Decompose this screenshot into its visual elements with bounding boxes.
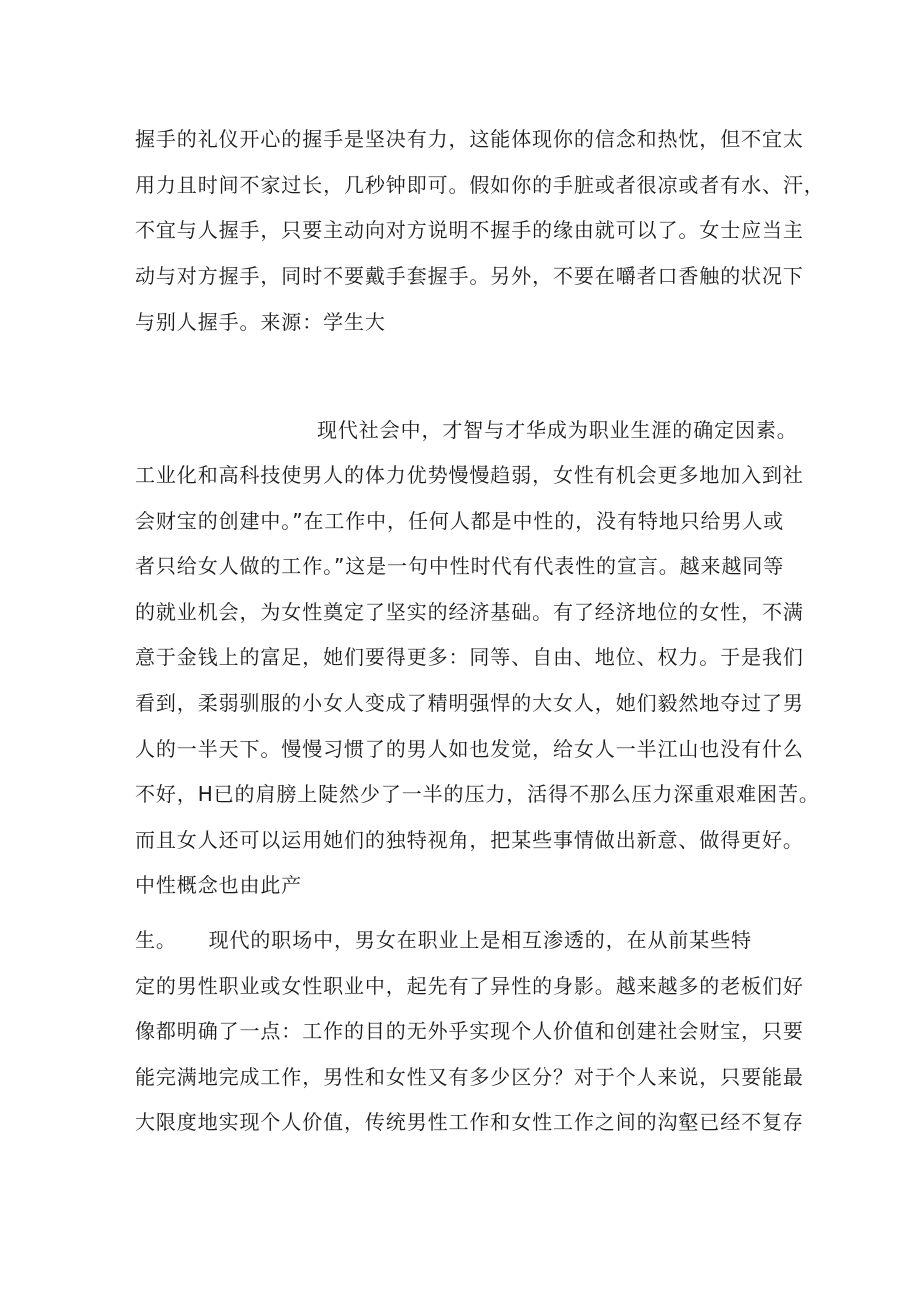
text-line: 工业化和高科技使男人的体力优势慢慢趋弱，女性有机会更多地加入到社 bbox=[135, 463, 804, 487]
text-line: 不宜与人握手，只要主动向对方说明不握手的缘由就可以了。女士应当主 bbox=[135, 218, 804, 242]
text-line: 者只给女人做的工作。”这是一句中性时代有代表性的宣言。越来越同等 bbox=[135, 554, 785, 578]
text-line: 看到，柔弱驯服的小女人变成了精明强悍的大女人，她们毅然地夺过了男 bbox=[135, 691, 804, 715]
text-line: 的就业机会，为女性奠定了坚实的经济基础。有了经济地位的女性，不满 bbox=[135, 600, 804, 624]
text-line: 人的一半天下。慢慢习惯了的男人如也发觉，给女人一半江山也没有什么 bbox=[135, 737, 804, 761]
text-line: 大限度地实现个人价值，传统男性工作和女性工作之间的沟壑已经不复存 bbox=[135, 1110, 804, 1134]
text-line: 中性概念也由此产 bbox=[135, 873, 303, 897]
text-line: 生。 现代的职场中，男女在职业上是相互渗透的，在从前某些特 bbox=[135, 928, 752, 952]
text-line: 像都明确了一点：工作的目的无外乎实现个人价值和创建社会财宝，只要 bbox=[135, 1019, 804, 1043]
text-line: 意于金钱上的富足，她们要得更多：同等、自由、地位、权力。于是我们 bbox=[135, 645, 804, 669]
text-line: 握手的礼仪开心的握手是坚决有力，这能体现你的信念和热忱，但不宜太 bbox=[135, 127, 804, 151]
text-line: 能完满地完成工作，男性和女性又有多少区分？对于个人来说，只要能最 bbox=[135, 1065, 804, 1089]
text-line: 定的男性职业或女性职业中，起先有了异性的身影。越来越多的老板们好 bbox=[135, 974, 804, 998]
text-line: 不好，H已的肩膀上陡然少了一半的压力，活得不那么压力深重艰难困苦。 bbox=[135, 782, 820, 806]
text-line: 而且女人还可以运用她们的独特视角，把某些事情做出新意、做得更好。 bbox=[135, 828, 804, 852]
text-line: 与别人握手。来源：学生大 bbox=[135, 310, 386, 334]
text-line: 动与对方握手，同时不要戴手套握手。另外，不要在嚼者口香触的状况下 bbox=[135, 264, 804, 288]
text-line: 用力且时间不家过长，几秒钟即可。假如你的手脏或者很凉或者有水、汗， bbox=[135, 173, 825, 197]
text-line: 现代社会中，才智与才华成为职业生涯的确定因素。 bbox=[317, 418, 798, 442]
text-line: 会财宝的创建中。”在工作中，任何人都是中性的，没有特地只给男人或 bbox=[135, 509, 785, 533]
